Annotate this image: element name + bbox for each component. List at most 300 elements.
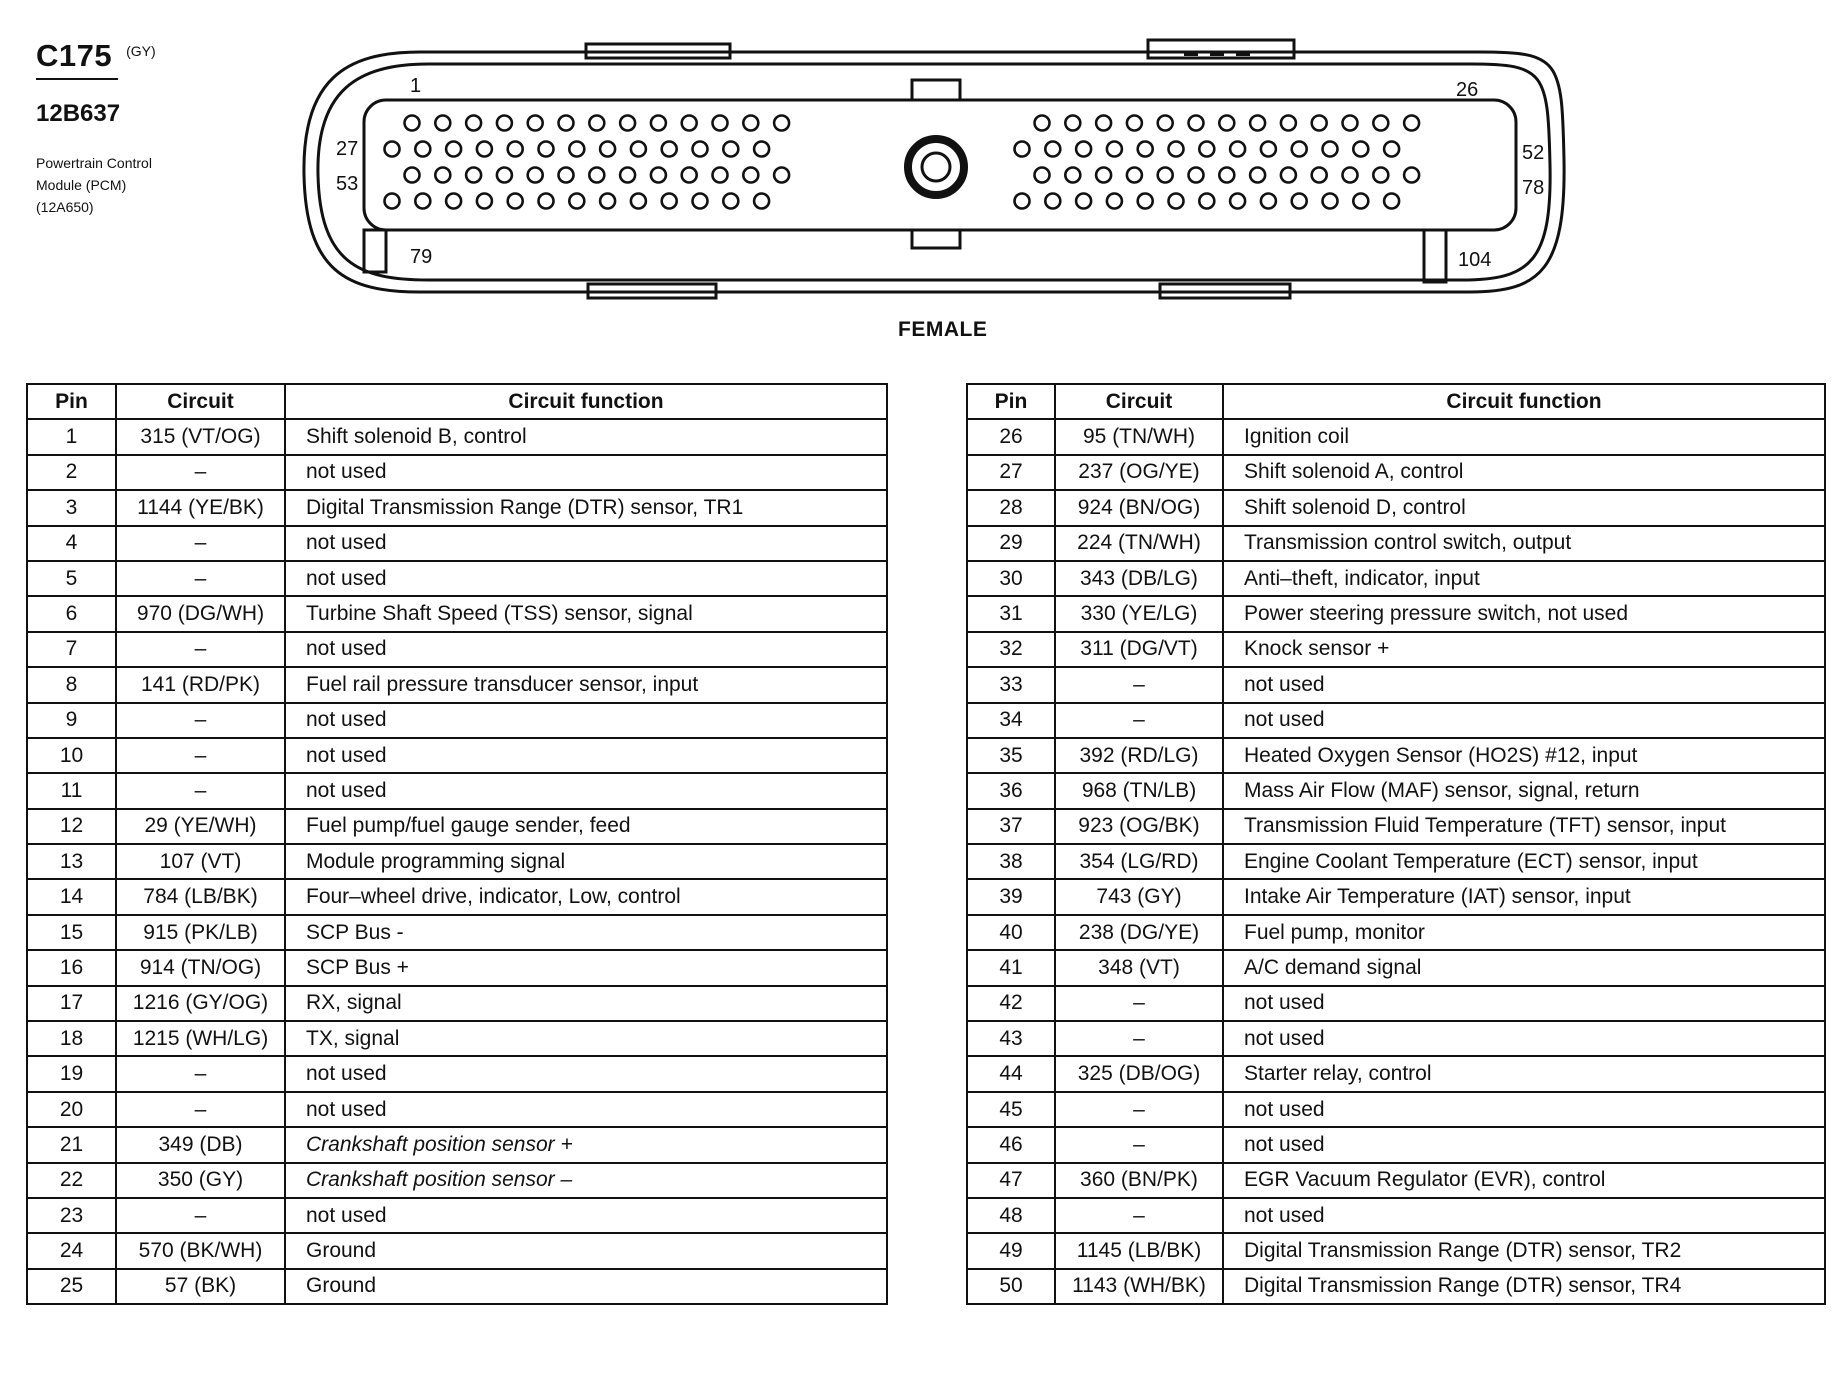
pin-cavity — [446, 142, 461, 157]
pin-cell: 33 — [967, 667, 1055, 702]
pin-cell: 17 — [27, 986, 116, 1021]
table-row — [967, 950, 1825, 985]
pin-cavity — [682, 116, 697, 131]
pin-cavity — [620, 116, 635, 131]
pin-cavity — [1138, 142, 1153, 157]
pin-cell: 27 — [967, 455, 1055, 490]
pin-label-top-right: 26 — [1456, 79, 1479, 101]
circuit-cell: – — [116, 561, 285, 596]
circuit-cell: – — [116, 1092, 285, 1127]
pin-cell: 31 — [967, 596, 1055, 631]
pin-cavity — [1138, 194, 1153, 209]
pin-cavity — [743, 116, 758, 131]
pinout-table-right — [966, 383, 1826, 1305]
table-row — [967, 526, 1825, 561]
table-header-row — [27, 384, 887, 419]
column-header-pin: Pin — [27, 384, 116, 419]
function-cell: not used — [1223, 667, 1825, 702]
pin-cell: 16 — [27, 950, 116, 985]
pin-cavity — [1076, 194, 1091, 209]
function-cell: not used — [1223, 1127, 1825, 1162]
function-cell: not used — [285, 738, 887, 773]
pin-cell: 14 — [27, 879, 116, 914]
pin-cell: 44 — [967, 1056, 1055, 1091]
circuit-cell: 224 (TN/WH) — [1055, 526, 1223, 561]
circuit-cell: 914 (TN/OG) — [116, 950, 285, 985]
circuit-cell: 237 (OG/YE) — [1055, 455, 1223, 490]
column-header-circuit: Circuit — [116, 384, 285, 419]
circuit-cell: – — [116, 455, 285, 490]
pin-cell: 48 — [967, 1198, 1055, 1233]
pin-cavity — [1323, 194, 1338, 209]
pin-cavity — [651, 168, 666, 183]
pin-cavity — [631, 142, 646, 157]
pin-cell: 50 — [967, 1269, 1055, 1304]
function-cell: not used — [285, 1198, 887, 1233]
pin-cell: 11 — [27, 773, 116, 808]
circuit-cell: 570 (BK/WH) — [116, 1233, 285, 1268]
table-row — [967, 667, 1825, 702]
pin-cell: 22 — [27, 1163, 116, 1198]
table-row — [27, 455, 887, 490]
pin-cavity — [539, 142, 554, 157]
table-row — [27, 632, 887, 667]
pin-cavity — [559, 168, 574, 183]
pin-cell: 38 — [967, 844, 1055, 879]
pin-cavity — [1343, 168, 1358, 183]
pin-cavity — [1373, 168, 1388, 183]
pin-cavity — [539, 194, 554, 209]
pinout-table-left — [26, 383, 888, 1305]
pin-cell: 37 — [967, 809, 1055, 844]
pin-cavity — [631, 194, 646, 209]
pin-cavity — [1230, 194, 1245, 209]
circuit-cell: – — [116, 526, 285, 561]
table-row — [27, 667, 887, 702]
function-cell: Ignition coil — [1223, 419, 1825, 454]
table-row — [27, 879, 887, 914]
pin-cell: 8 — [27, 667, 116, 702]
pin-label-top-left: 1 — [410, 75, 422, 97]
circuit-cell: 348 (VT) — [1055, 950, 1223, 985]
pin-cavity — [1045, 142, 1060, 157]
function-cell: not used — [285, 773, 887, 808]
circuit-cell: 350 (GY) — [116, 1163, 285, 1198]
pin-cell: 10 — [27, 738, 116, 773]
circuit-cell: 349 (DB) — [116, 1127, 285, 1162]
table-row — [967, 1056, 1825, 1091]
pin-cavity — [415, 194, 430, 209]
pin-cavity — [693, 194, 708, 209]
function-cell: not used — [1223, 1198, 1825, 1233]
table-row — [967, 915, 1825, 950]
pin-cell: 47 — [967, 1163, 1055, 1198]
pin-cavity — [569, 194, 584, 209]
circuit-cell: 315 (VT/OG) — [116, 419, 285, 454]
function-cell: Digital Transmission Range (DTR) sensor, TR2 — [1223, 1233, 1825, 1268]
pin-cavity — [1127, 116, 1142, 131]
pin-cell: 9 — [27, 703, 116, 738]
pin-cell: 3 — [27, 490, 116, 525]
pin-cavity — [1169, 142, 1184, 157]
function-cell: Module programming signal — [285, 844, 887, 879]
pin-cavity — [1199, 194, 1214, 209]
circuit-cell: 325 (DB/OG) — [1055, 1056, 1223, 1091]
circuit-cell: – — [116, 1056, 285, 1091]
circuit-cell: – — [116, 738, 285, 773]
pin-cavity — [1127, 168, 1142, 183]
pin-cell: 24 — [27, 1233, 116, 1268]
pin-cavity — [723, 194, 738, 209]
pin-cavity — [1219, 116, 1234, 131]
pin-cavity — [1065, 116, 1080, 131]
table-row — [27, 419, 887, 454]
pin-cavity — [569, 142, 584, 157]
pin-cell: 12 — [27, 809, 116, 844]
circuit-cell: 968 (TN/LB) — [1055, 773, 1223, 808]
pin-label-row3-right: 78 — [1522, 177, 1545, 199]
pin-cell: 32 — [967, 632, 1055, 667]
function-cell: EGR Vacuum Regulator (EVR), control — [1223, 1163, 1825, 1198]
pin-cavity — [713, 116, 728, 131]
pin-cavity — [1096, 116, 1111, 131]
table-row — [967, 1092, 1825, 1127]
pin-cell: 21 — [27, 1127, 116, 1162]
latch-detail — [1184, 52, 1250, 56]
pin-cavity — [1404, 168, 1419, 183]
pin-label-row2-left: 27 — [336, 138, 359, 160]
connector-code: C175 — [36, 38, 113, 73]
pin-cavity — [1169, 194, 1184, 209]
circuit-cell: 238 (DG/YE) — [1055, 915, 1223, 950]
table-row — [967, 703, 1825, 738]
table-row — [27, 1092, 887, 1127]
pin-cavity — [1404, 116, 1419, 131]
pin-label-row2-right: 52 — [1522, 142, 1545, 164]
function-cell: not used — [285, 526, 887, 561]
pin-cavity — [754, 142, 769, 157]
pin-cavity — [1312, 116, 1327, 131]
pin-cell: 29 — [967, 526, 1055, 561]
pin-cell: 18 — [27, 1021, 116, 1056]
function-cell: Fuel pump/fuel gauge sender, feed — [285, 809, 887, 844]
circuit-cell: 915 (PK/LB) — [116, 915, 285, 950]
circuit-cell: 141 (RD/PK) — [116, 667, 285, 702]
description-line: Powertrain Control — [36, 155, 152, 171]
table-row — [27, 950, 887, 985]
pin-cavity — [1292, 142, 1307, 157]
pin-cell: 46 — [967, 1127, 1055, 1162]
function-cell: not used — [1223, 1092, 1825, 1127]
column-header-function: Circuit function — [1223, 384, 1825, 419]
circuit-cell: – — [116, 632, 285, 667]
pin-cavity — [620, 168, 635, 183]
pin-cavity — [435, 168, 450, 183]
circuit-cell: 311 (DG/VT) — [1055, 632, 1223, 667]
circuit-cell: 1145 (LB/BK) — [1055, 1233, 1223, 1268]
pin-cavity — [1035, 116, 1050, 131]
circuit-cell: – — [1055, 1092, 1223, 1127]
pin-cell: 39 — [967, 879, 1055, 914]
circuit-cell: 29 (YE/WH) — [116, 809, 285, 844]
function-cell: Shift solenoid D, control — [1223, 490, 1825, 525]
pin-cavity — [497, 168, 512, 183]
function-cell: Ground — [285, 1269, 887, 1304]
function-cell: Crankshaft position sensor + — [285, 1127, 887, 1162]
pin-cavity — [446, 194, 461, 209]
table-row — [967, 1233, 1825, 1268]
connector-color: (GY) — [126, 43, 156, 59]
circuit-cell: 1144 (YE/BK) — [116, 490, 285, 525]
pin-label-bottom-right: 104 — [1458, 249, 1492, 271]
pin-cavity — [405, 168, 420, 183]
function-cell: SCP Bus + — [285, 950, 887, 985]
table-row — [967, 419, 1825, 454]
table-row — [27, 1269, 887, 1304]
table-row — [967, 490, 1825, 525]
pin-cell: 41 — [967, 950, 1055, 985]
pin-cavity — [559, 116, 574, 131]
pin-cavity — [405, 116, 420, 131]
function-cell: A/C demand signal — [1223, 950, 1825, 985]
pin-number-labels — [336, 75, 1544, 271]
circuit-cell: – — [1055, 703, 1223, 738]
function-cell: not used — [285, 703, 887, 738]
table-row — [27, 844, 887, 879]
pin-cell: 26 — [967, 419, 1055, 454]
function-cell: Digital Transmission Range (DTR) sensor, TR4 — [1223, 1269, 1825, 1304]
circuit-cell: 784 (LB/BK) — [116, 879, 285, 914]
pin-cell: 30 — [967, 561, 1055, 596]
function-cell: Anti–theft, indicator, input — [1223, 561, 1825, 596]
circuit-cell: 107 (VT) — [116, 844, 285, 879]
circuit-cell: – — [1055, 1021, 1223, 1056]
pin-cavity — [1250, 168, 1265, 183]
pin-cavity — [385, 194, 400, 209]
circuit-cell: 1215 (WH/LG) — [116, 1021, 285, 1056]
pin-cavity — [774, 168, 789, 183]
circuit-cell: 923 (OG/BK) — [1055, 809, 1223, 844]
guide-post-icon — [908, 139, 964, 195]
table-header-row — [967, 384, 1825, 419]
table-row — [967, 1127, 1825, 1162]
table-row — [967, 844, 1825, 879]
pin-cavity — [651, 116, 666, 131]
pin-cell: 7 — [27, 632, 116, 667]
circuit-cell: 924 (BN/OG) — [1055, 490, 1223, 525]
pin-cavities — [385, 116, 1420, 209]
table-row — [967, 561, 1825, 596]
part-number: 12B637 — [36, 100, 121, 127]
function-cell: Shift solenoid A, control — [1223, 455, 1825, 490]
pin-cavity — [1189, 116, 1204, 131]
function-cell: not used — [1223, 1021, 1825, 1056]
circuit-cell: – — [1055, 986, 1223, 1021]
pin-cavity — [1015, 142, 1030, 157]
pin-cell: 34 — [967, 703, 1055, 738]
pin-cell: 5 — [27, 561, 116, 596]
pin-cell: 45 — [967, 1092, 1055, 1127]
pin-cell: 23 — [27, 1198, 116, 1233]
function-cell: Fuel pump, monitor — [1223, 915, 1825, 950]
table-row — [27, 1056, 887, 1091]
table-row — [967, 738, 1825, 773]
circuit-cell: 743 (GY) — [1055, 879, 1223, 914]
function-cell: not used — [285, 455, 887, 490]
pin-cavity — [1343, 116, 1358, 131]
pin-cell: 15 — [27, 915, 116, 950]
table-row — [27, 596, 887, 631]
pin-cavity — [466, 168, 481, 183]
function-cell: not used — [285, 1092, 887, 1127]
function-cell: Crankshaft position sensor – — [285, 1163, 887, 1198]
circuit-cell: 1143 (WH/BK) — [1055, 1269, 1223, 1304]
table-row — [967, 596, 1825, 631]
pin-cell: 25 — [27, 1269, 116, 1304]
function-cell: Power steering pressure switch, not used — [1223, 596, 1825, 631]
table-row — [27, 1127, 887, 1162]
pin-cavity — [1158, 168, 1173, 183]
pin-cavity — [662, 194, 677, 209]
pin-cell: 35 — [967, 738, 1055, 773]
pin-cell: 4 — [27, 526, 116, 561]
table-row — [27, 526, 887, 561]
pin-cavity — [1096, 168, 1111, 183]
pin-cell: 28 — [967, 490, 1055, 525]
table-row — [27, 809, 887, 844]
function-cell: TX, signal — [285, 1021, 887, 1056]
circuit-cell: 1216 (GY/OG) — [116, 986, 285, 1021]
circuit-cell: 970 (DG/WH) — [116, 596, 285, 631]
pin-cell: 13 — [27, 844, 116, 879]
pin-cavity — [662, 142, 677, 157]
function-cell: not used — [1223, 986, 1825, 1021]
function-cell: Starter relay, control — [1223, 1056, 1825, 1091]
circuit-cell: – — [1055, 1198, 1223, 1233]
function-cell: not used — [285, 1056, 887, 1091]
pin-cavity — [1035, 168, 1050, 183]
function-cell: Digital Transmission Range (DTR) sensor, TR1 — [285, 490, 887, 525]
function-cell: Intake Air Temperature (IAT) sensor, input — [1223, 879, 1825, 914]
table-row — [967, 1163, 1825, 1198]
pin-cavity — [1261, 194, 1276, 209]
table-row — [27, 986, 887, 1021]
function-cell: not used — [285, 561, 887, 596]
table-row — [967, 773, 1825, 808]
column-header-function: Circuit function — [285, 384, 887, 419]
table-row — [27, 1198, 887, 1233]
pin-cavity — [528, 168, 543, 183]
pin-cavity — [589, 116, 604, 131]
pin-cell: 20 — [27, 1092, 116, 1127]
function-cell: Transmission control switch, output — [1223, 526, 1825, 561]
pin-cavity — [508, 194, 523, 209]
pin-cavity — [497, 116, 512, 131]
table-row — [27, 490, 887, 525]
table-row — [27, 703, 887, 738]
pin-cavity — [1384, 194, 1399, 209]
description-line: Module (PCM) — [36, 177, 127, 193]
function-cell: Shift solenoid B, control — [285, 419, 887, 454]
function-cell: SCP Bus - — [285, 915, 887, 950]
pin-cavity — [528, 116, 543, 131]
pin-cavity — [713, 168, 728, 183]
pin-cavity — [477, 194, 492, 209]
pin-cavity — [1353, 194, 1368, 209]
circuit-cell: – — [1055, 1127, 1223, 1162]
table-row — [27, 915, 887, 950]
pin-cavity — [693, 142, 708, 157]
function-cell: Engine Coolant Temperature (ECT) sensor, input — [1223, 844, 1825, 879]
table-row — [967, 809, 1825, 844]
function-cell: Turbine Shaft Speed (TSS) sensor, signal — [285, 596, 887, 631]
pin-cavity — [1323, 142, 1338, 157]
pin-cell: 49 — [967, 1233, 1055, 1268]
function-cell: not used — [1223, 703, 1825, 738]
pin-cavity — [1292, 194, 1307, 209]
circuit-cell: 360 (BN/PK) — [1055, 1163, 1223, 1198]
pin-cavity — [682, 168, 697, 183]
description-line: (12A650) — [36, 199, 94, 215]
table-row — [967, 986, 1825, 1021]
pin-cavity — [1353, 142, 1368, 157]
table-row — [27, 738, 887, 773]
pin-cell: 2 — [27, 455, 116, 490]
column-header-circuit: Circuit — [1055, 384, 1223, 419]
pin-cavity — [477, 142, 492, 157]
table-row — [27, 561, 887, 596]
function-cell: Fuel rail pressure transducer sensor, input — [285, 667, 887, 702]
connector-gender-label: FEMALE — [898, 318, 988, 341]
circuit-cell: – — [116, 1198, 285, 1233]
pin-cell: 42 — [967, 986, 1055, 1021]
circuit-cell: – — [116, 703, 285, 738]
pin-cavity — [1312, 168, 1327, 183]
function-cell: Mass Air Flow (MAF) sensor, signal, return — [1223, 773, 1825, 808]
pin-cavity — [743, 168, 758, 183]
pin-cavity — [1261, 142, 1276, 157]
pin-cavity — [1107, 142, 1122, 157]
pin-cavity — [1219, 168, 1234, 183]
pin-cavity — [1250, 116, 1265, 131]
circuit-cell: 343 (DB/LG) — [1055, 561, 1223, 596]
table-row — [967, 455, 1825, 490]
circuit-cell: – — [116, 773, 285, 808]
circuit-cell: 95 (TN/WH) — [1055, 419, 1223, 454]
function-cell: Knock sensor + — [1223, 632, 1825, 667]
pin-cavity — [600, 194, 615, 209]
pin-cell: 40 — [967, 915, 1055, 950]
pin-cavity — [1107, 194, 1122, 209]
table-row — [967, 1021, 1825, 1056]
circuit-cell: 330 (YE/LG) — [1055, 596, 1223, 631]
pin-cavity — [466, 116, 481, 131]
table-row — [967, 1269, 1825, 1304]
circuit-cell: 392 (RD/LG) — [1055, 738, 1223, 773]
pin-cavity — [1158, 116, 1173, 131]
table-row — [27, 1021, 887, 1056]
table-row — [967, 632, 1825, 667]
table-row — [27, 1233, 887, 1268]
table-row — [967, 1198, 1825, 1233]
pin-cavity — [589, 168, 604, 183]
function-cell: Ground — [285, 1233, 887, 1268]
pin-cavity — [1065, 168, 1080, 183]
function-cell: not used — [285, 632, 887, 667]
table-row — [27, 1163, 887, 1198]
pin-cavity — [1076, 142, 1091, 157]
function-cell: Transmission Fluid Temperature (TFT) sensor, input — [1223, 809, 1825, 844]
